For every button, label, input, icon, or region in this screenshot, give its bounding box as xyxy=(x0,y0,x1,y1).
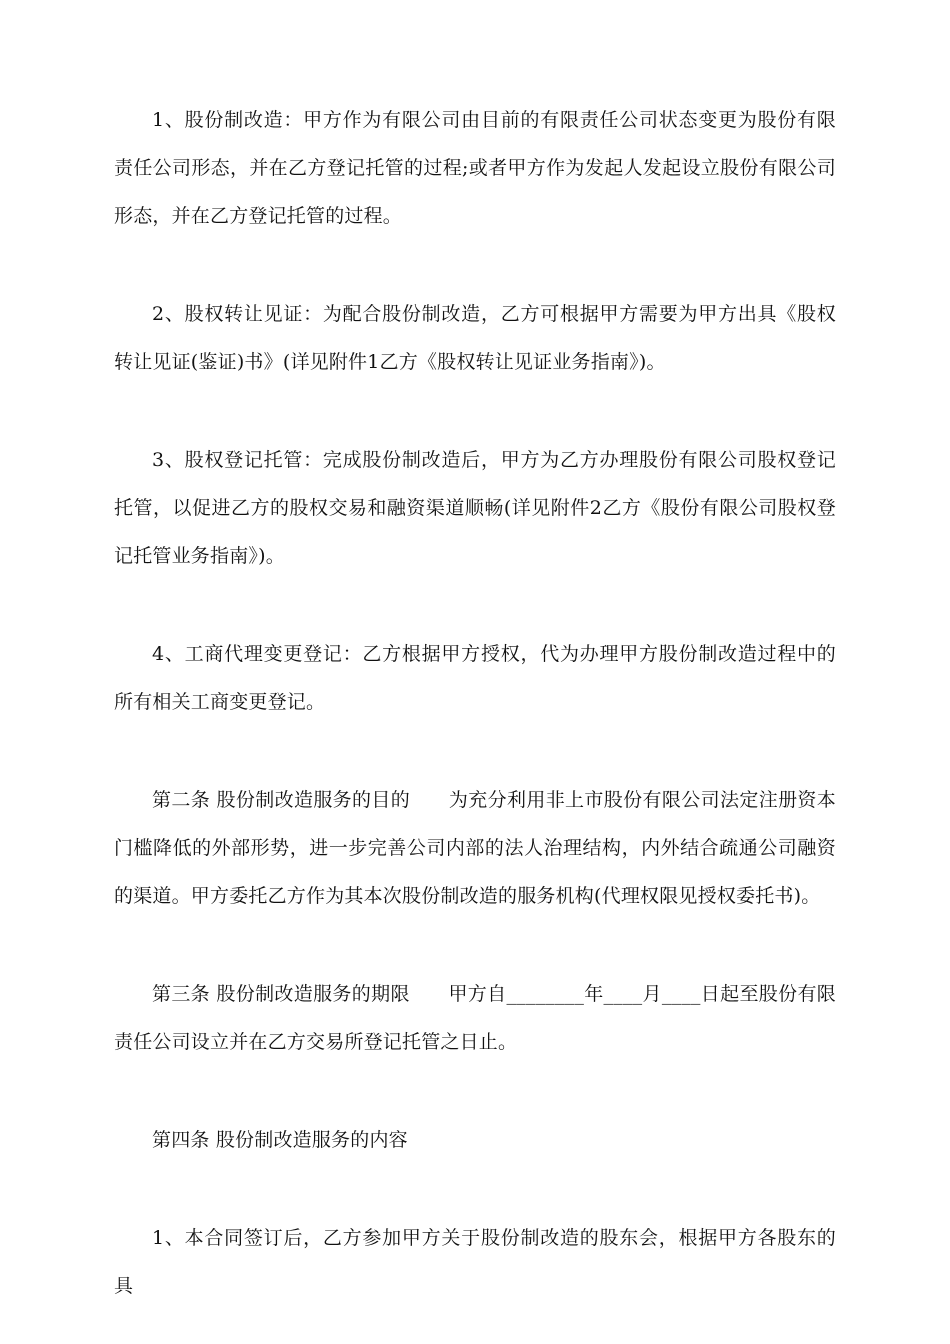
paragraph-article-2-purpose: 第二条 股份制改造服务的目的 为充分利用非上市股份有限公司法定注册资本门槛降低的外部形势，进一步完善公司内部的法人治理结构，内外结合疏通公司融资的渠道。甲方委托乙方作为其本次股份制改造的服务机构(代理权限见授权委托书)。 xyxy=(114,789,836,907)
paragraph-equity-transfer-witness: 2、股权转让见证：为配合股份制改造，乙方可根据甲方需要为甲方出具《股权转让见证(鉴证)书》(详见附件1乙方《股权转让见证业务指南》)。 xyxy=(114,303,836,373)
paragraph-article-3-term: 第三条 股份制改造服务的期限 甲方自________年____月____日起至股份有限责任公司设立并在乙方交易所登记托管之日止。 xyxy=(114,983,836,1053)
paragraph-content-item-1: 1、本合同签订后，乙方参加甲方关于股份制改造的股东会，根据甲方各股东的具 xyxy=(114,1227,836,1297)
heading-article-4-content: 第四条 股份制改造服务的内容 xyxy=(152,1129,408,1151)
paragraph-equity-registration-custody: 3、股权登记托管：完成股份制改造后，甲方为乙方办理股份有限公司股权登记托管，以促进乙方的股权交易和融资渠道顺畅(详见附件2乙方《股份有限公司股权登记托管业务指南》)。 xyxy=(114,449,836,567)
paragraph-shareholding-reform: 1、股份制改造：甲方作为有限公司由目前的有限责任公司状态变更为股份有限责任公司形态，并在乙方登记托管的过程;或者甲方作为发起人发起设立股份有限公司形态，并在乙方登记托管的过程。 xyxy=(114,109,836,227)
paragraph-business-registration-change: 4、工商代理变更登记：乙方根据甲方授权，代为办理甲方股份制改造过程中的所有相关工商变更登记。 xyxy=(114,643,836,713)
